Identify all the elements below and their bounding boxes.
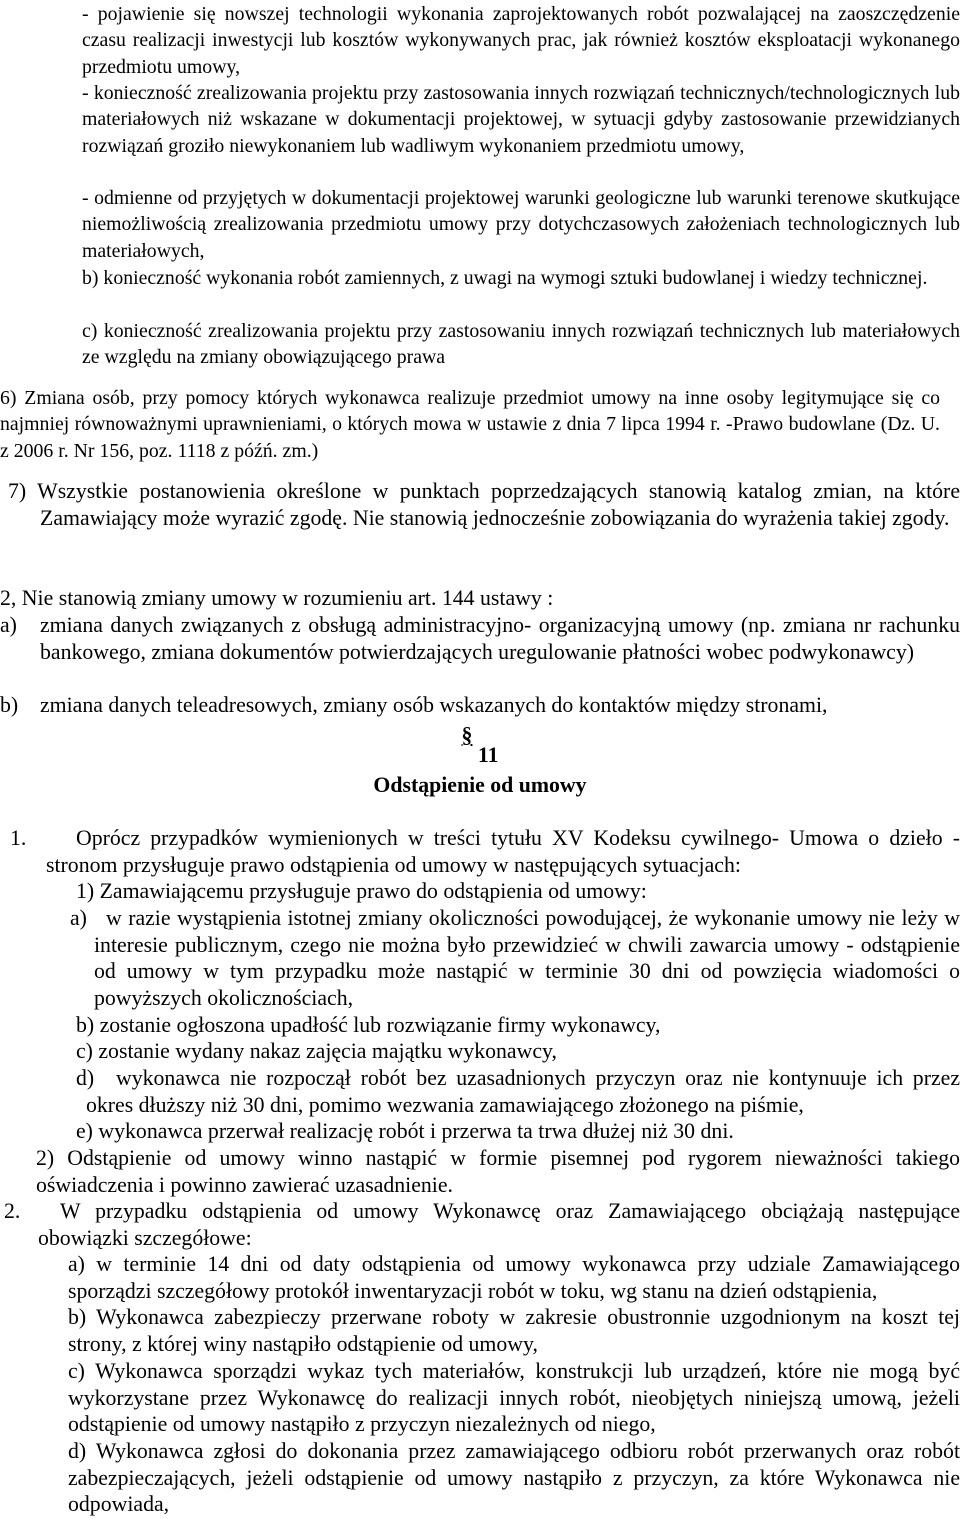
section-number	[0, 723, 960, 769]
paragraph-right-to-withdraw: Oprócz przypadków wymienionych w treści tytułu XV Kodeksu cywilnego- Umowa o dzieło - stronom przysługuje prawo odstąpienia od umowy w następujących sytuacjach:	[46, 826, 960, 877]
paragraph-item-6-staff-change: 6) Zmiana osób, przy pomocy których wykonawca realizuje przedmiot umowy na inne osoby legitymujące się co najmniej równoważnymi uprawnieniami, o których mowa w ustawie z dnia 7 lipca 1994 r. -Prawo budowlane (Dz. U. z 2006 r. Nr 156, poz. 1118 z późń. zm.)	[0, 387, 940, 462]
list-label-2: 2.	[4, 1199, 21, 1223]
paragraph-design-solutions: - konieczność zrealizowania projektu przy zastosowania innych rozwiązań technicznych/technologicznych lub materiałowych niż wskazane w dokumentacji projektowej, w sytuacji gdyby zastosowanie przewidzianych rozwiązań groziło niewykonaniem lub wadliwym wykonaniem przedmiotu umowy,	[82, 82, 960, 157]
section-title: Odstąpienie od umowy	[373, 773, 587, 797]
paragraph-new-technology: - pojawienie się nowszej technologii wykonania zaprojektowanych robót pozwalającej na zaoszczędzenie czasu realizacji inwestycji lub kosztów wykonywanych prac, jak również kosztów eksploatacji wykonanego przedmiotu umowy,	[82, 3, 960, 78]
list-item-work-interruption: e) wykonawca przerwał realizację robót i przerwa ta trwa dłużej niż 30 dni.	[76, 1119, 734, 1143]
paragraph-item-7-catalog: 7) Wszystkie postanowienia określone w punktach poprzedzających stanowią katalog zmian, na które Zamawiający może wyrazić zgodę. Nie stanowią jednocześnie zobowiązania do wyrażenia takiej zgody.	[8, 479, 960, 530]
list-label-1d: d)	[76, 1066, 95, 1090]
paragraph-item-b-replacement-works: b) konieczność wykonania robót zamiennych, z uwagi na wymogi sztuki budowlanej i wiedzy technicznej.	[82, 267, 928, 289]
list-label-1: 1.	[10, 826, 27, 850]
list-item-asset-seizure: c) zostanie wydany nakaz zajęcia majątku wykonawcy,	[76, 1039, 557, 1063]
list-item-acceptance: d) Wykonawca zgłosi do dokonania przez zamawiającego odbioru robót przerwanych oraz robót zabezpieczających, jeżeli odstąpienie od umowy nastąpiło z przyczyn, za które Wykonawca nie odpowiada,	[68, 1439, 960, 1517]
paragraph-employer-right: 1) Zamawiającemu przysługuje prawo do odstąpienia od umowy:	[76, 879, 647, 903]
section-symbol: §	[461, 723, 473, 747]
paragraph-item-c-law-change: c) konieczność zrealizowania projektu przy zastosowaniu innych rozwiązań technicznych lub materiałowych ze względu na zmiany obowiązującego prawa	[82, 320, 960, 369]
paragraph-obligations: W przypadku odstąpienia od umowy Wykonawcę oraz Zamawiającego obciążają następujące obowiązki szczegółowe:	[38, 1199, 960, 1250]
section-number-value: 11	[477, 743, 499, 767]
list-item-no-start: wykonawca nie rozpoczął robót bez uzasadnionych przyczyn oraz nie kontynuuje ich przez okres dłuższy niż 30 dni, pomimo wezwania zamawiającego złożonego na piśmie,	[86, 1066, 960, 1117]
list-label-1a: a)	[70, 906, 87, 930]
paragraph-no-contract-change: 2, Nie stanowią zmiany umowy w rozumieniu art. 144 ustawy :	[0, 586, 554, 610]
list-item-materials-list: c) Wykonawca sporządzi wykaz tych materiałów, konstrukcji lub urządzeń, które nie mogą być wykorzystane przez Wykonawcę do realizacji innych robót, nieobjętych niniejszą umową, jeżeli odstąpienie od umowy nastąpiło z przyczyn niezależnych od niego,	[68, 1359, 960, 1437]
list-label-a: a)	[0, 613, 17, 637]
list-item-admin-data: zmiana danych związanych z obsługą administracyjno- organizacyjną umowy (np. zmiana nr rachunku bankowego, zmiana dokumentów potwierdzających uregulowanie płatności wobec podwykonawcy)	[40, 613, 960, 664]
list-label-b: b)	[0, 693, 19, 717]
paragraph-geological-conditions: - odmienne od przyjętych w dokumentacji projektowej warunki geologiczne lub warunki terenowe skutkujące niemożliwością zrealizowania przedmiotu umowy przy dotychczasowych założeniach technologicznych lub materiałowych,	[82, 187, 960, 262]
list-item-contact-data: zmiana danych teleadresowych, zmiany osób wskazanych do kontaktów między stronami,	[40, 693, 828, 717]
list-item-circumstances-change: w razie wystąpienia istotnej zmiany okoliczności powodującej, że wykonanie umowy nie leży w interesie publicznym, czego nie można było przewidzieć w chwili zawarcia umowy - odstąpienie od umowy w tym przypadku może nastąpić w terminie 30 dni od powzięcia wiadomości o powyższych okolicznościach,	[94, 906, 960, 1010]
list-item-bankruptcy: b) zostanie ogłoszona upadłość lub rozwiązanie firmy wykonawcy,	[76, 1013, 661, 1037]
paragraph-written-form: 2) Odstąpienie od umowy winno nastąpić w formie pisemnej pod rygorem nieważności takiego oświadczenia i powinno zawierać uzasadnienie.	[36, 1146, 960, 1197]
list-item-inventory-protocol: a) w terminie 14 dni od daty odstąpienia od umowy wykonawca przy udziale Zamawiającego sporządzi szczegółowy protokół inwentaryzacji robót w toku, wg stanu na dzień odstąpienia,	[68, 1252, 960, 1303]
list-item-secure-works: b) Wykonawca zabezpieczy przerwane roboty w zakresie obustronnie uzgodnionym na koszt tej strony, z której winy nastąpiło odstąpienie od umowy,	[68, 1305, 960, 1356]
